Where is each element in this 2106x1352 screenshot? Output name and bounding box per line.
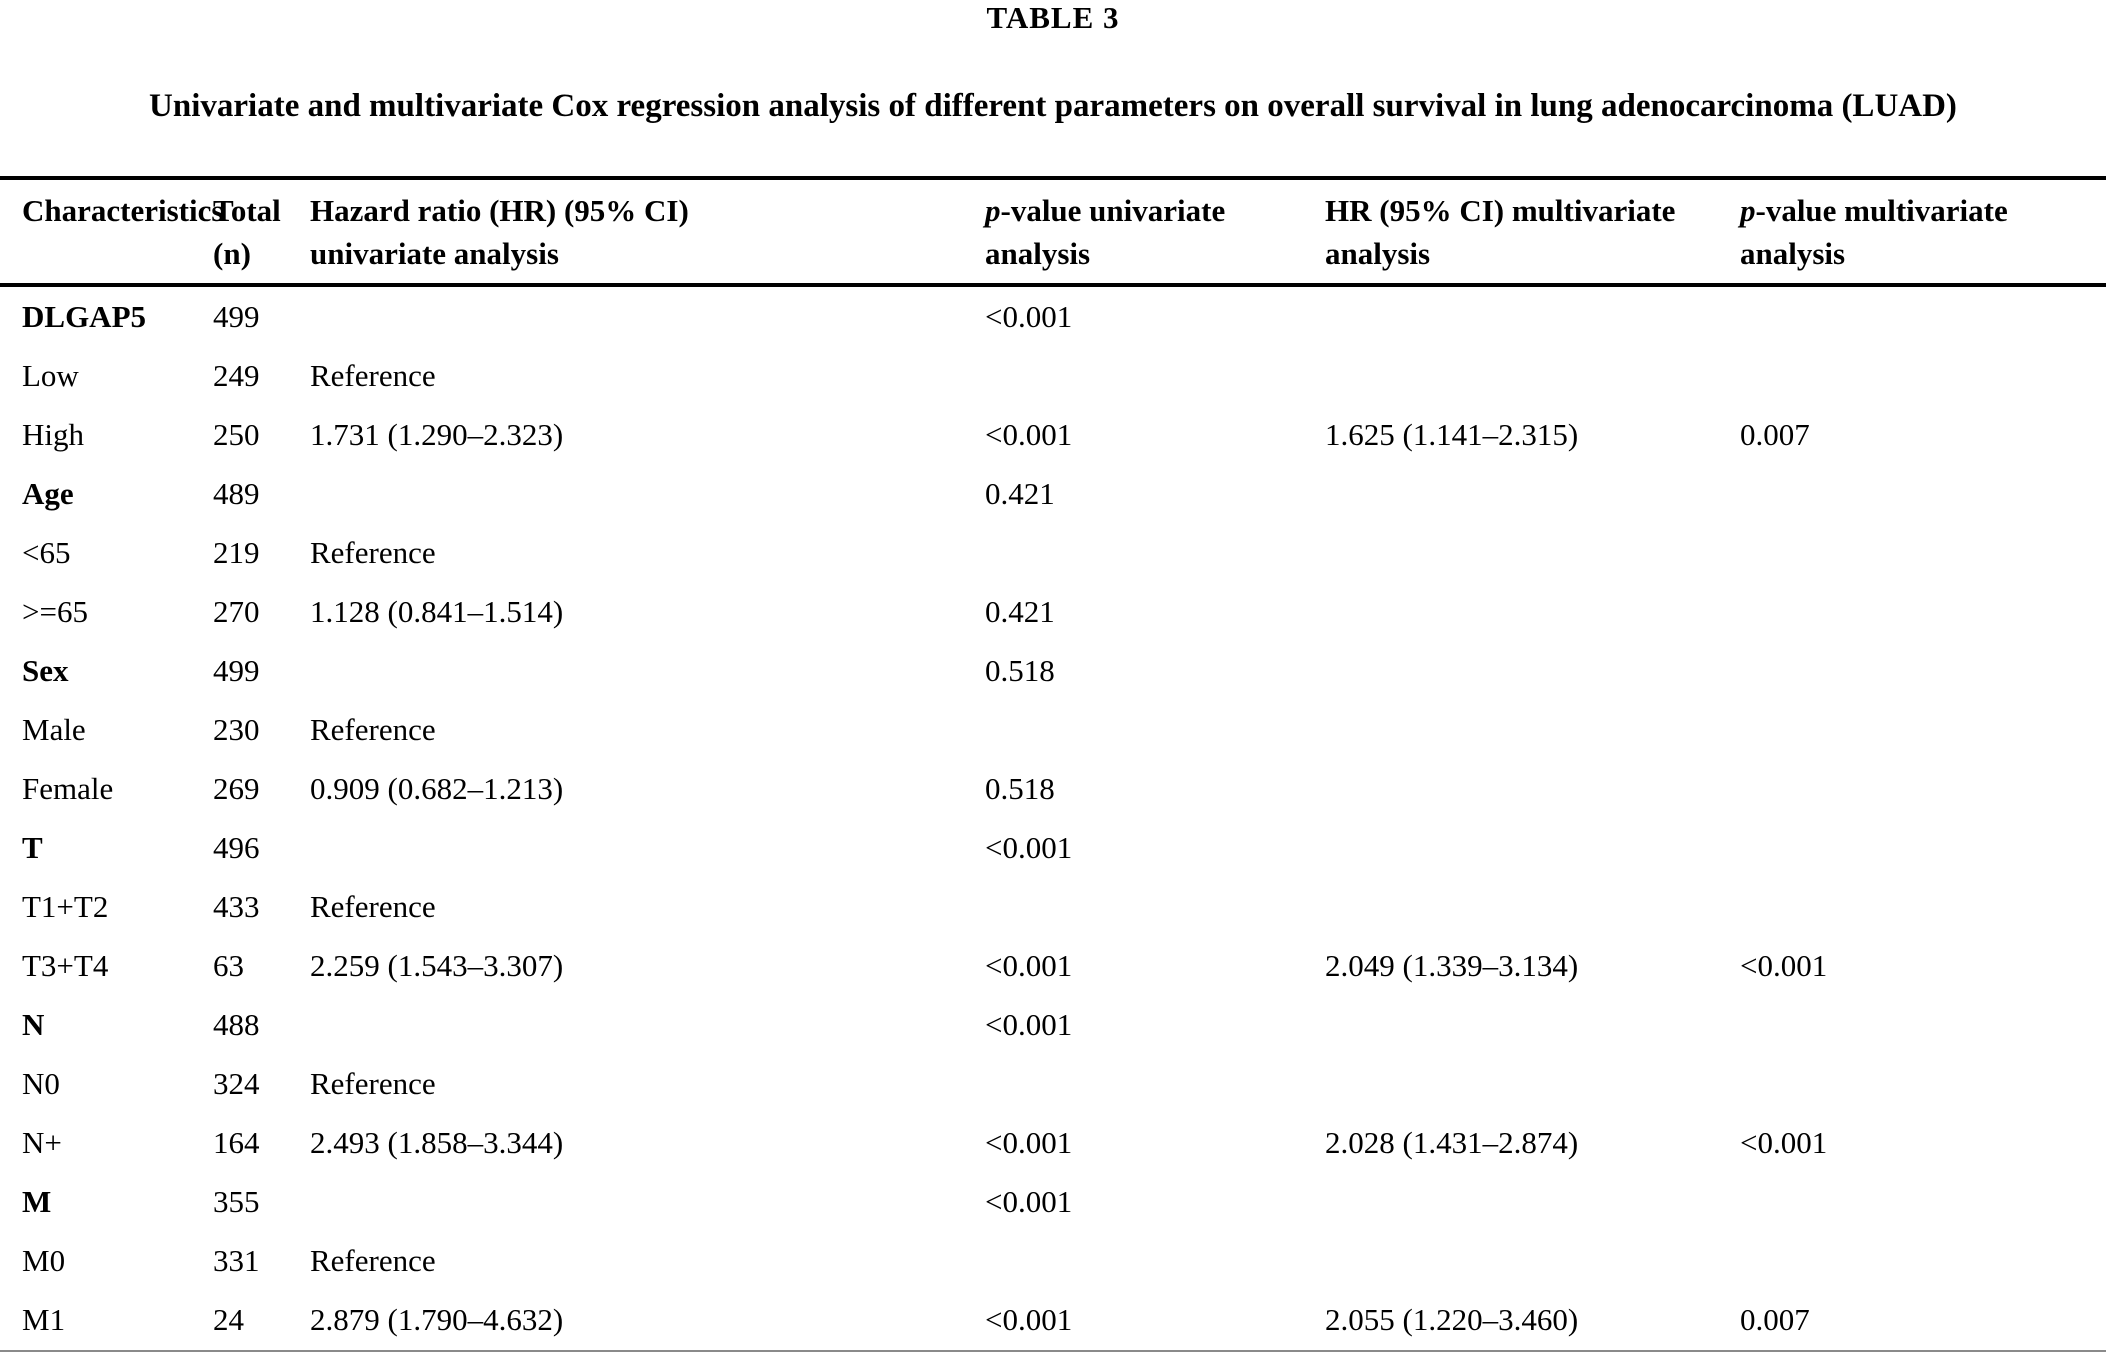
hr-multivariate-cell (1325, 877, 1740, 936)
table-row (0, 936, 2106, 995)
cox-regression-table (0, 176, 2106, 1349)
hr-univariate-cell: Reference (310, 357, 436, 393)
hr-univariate-cell (310, 818, 985, 877)
p-multivariate-cell (1740, 582, 2106, 641)
column-header-total-n: Total (n) (213, 178, 310, 285)
p-univariate-cell: <0.001 (985, 416, 1073, 452)
table-row (0, 523, 2106, 582)
row-label-cell: Female (22, 770, 114, 806)
hr-multivariate-cell (1325, 1172, 1740, 1231)
column-header-p-univariate: p-value univariate analysis (985, 178, 1325, 285)
total-cell: 499 (213, 298, 260, 334)
row-label-cell: N+ (22, 1124, 62, 1160)
p-univariate-cell (985, 1054, 1325, 1113)
column-header-hr-multivariate: HR (95% CI) multivariate analysis (1325, 178, 1740, 285)
hr-multivariate-cell (1325, 346, 1740, 405)
p-univariate-cell (985, 877, 1325, 936)
p-univariate-cell: <0.001 (985, 947, 1073, 983)
table-row (0, 818, 2106, 877)
hr-univariate-cell (310, 464, 985, 523)
hr-univariate-cell: 1.128 (0.841–1.514) (310, 593, 564, 629)
total-cell: 488 (213, 1006, 260, 1042)
row-label-cell: T (22, 829, 43, 865)
row-label-cell: T3+T4 (22, 947, 109, 983)
hr-multivariate-cell: 1.625 (1.141–2.315) (1325, 416, 1579, 452)
p-univariate-cell: 0.421 (985, 593, 1055, 629)
total-cell: 270 (213, 593, 260, 629)
hr-multivariate-cell (1325, 1231, 1740, 1290)
hr-multivariate-cell (1325, 464, 1740, 523)
p-multivariate-cell (1740, 464, 2106, 523)
total-cell: 331 (213, 1242, 260, 1278)
p-univariate-cell: <0.001 (985, 298, 1073, 334)
table-row (0, 877, 2106, 936)
p-univariate-cell (985, 346, 1325, 405)
header-row (0, 178, 2106, 285)
row-label-cell: <65 (22, 534, 71, 570)
table-row (0, 405, 2106, 464)
hr-multivariate-cell (1325, 700, 1740, 759)
row-label-cell: DLGAP5 (22, 298, 146, 334)
hr-univariate-cell: 2.493 (1.858–3.344) (310, 1124, 564, 1160)
hr-univariate-cell (310, 641, 985, 700)
p-univariate-cell: 0.518 (985, 652, 1055, 688)
total-cell: 249 (213, 357, 260, 393)
total-cell: 219 (213, 534, 260, 570)
row-label-cell: N0 (22, 1065, 60, 1101)
hr-univariate-cell: 2.259 (1.543–3.307) (310, 947, 564, 983)
hr-univariate-cell: Reference (310, 888, 436, 924)
table-row (0, 995, 2106, 1054)
p-multivariate-cell (1740, 1231, 2106, 1290)
hr-univariate-cell (310, 1172, 985, 1231)
hr-multivariate-cell (1325, 641, 1740, 700)
column-header-p-multivariate: p-value multivariate analysis (1740, 178, 2106, 285)
table-row (0, 285, 2106, 346)
p-univariate-cell (985, 700, 1325, 759)
hr-univariate-cell: 0.909 (0.682–1.213) (310, 770, 564, 806)
total-cell: 250 (213, 416, 260, 452)
p-univariate-cell: <0.001 (985, 829, 1073, 865)
row-label-cell: >=65 (22, 593, 88, 629)
total-cell: 433 (213, 888, 260, 924)
p-multivariate-cell (1740, 1054, 2106, 1113)
total-cell: 24 (213, 1301, 244, 1337)
p-multivariate-cell: 0.007 (1740, 1301, 1810, 1337)
total-cell: 496 (213, 829, 260, 865)
row-label-cell: T1+T2 (22, 888, 109, 924)
row-label-cell: M (22, 1183, 52, 1219)
p-multivariate-cell (1740, 877, 2106, 936)
hr-multivariate-cell (1325, 818, 1740, 877)
p-multivariate-cell (1740, 346, 2106, 405)
hr-univariate-cell: 1.731 (1.290–2.323) (310, 416, 564, 452)
p-multivariate-cell (1740, 641, 2106, 700)
row-label-cell: Low (22, 357, 79, 393)
row-label-cell: High (22, 416, 84, 452)
hr-univariate-cell: 2.879 (1.790–4.632) (310, 1301, 564, 1337)
p-multivariate-cell (1740, 818, 2106, 877)
hr-multivariate-cell: 2.055 (1.220–3.460) (1325, 1301, 1579, 1337)
table-row (0, 700, 2106, 759)
hr-univariate-cell: Reference (310, 1065, 436, 1101)
p-multivariate-cell (1740, 995, 2106, 1054)
table-container (0, 176, 2106, 1352)
hr-multivariate-cell (1325, 582, 1740, 641)
total-cell: 269 (213, 770, 260, 806)
p-univariate-cell (985, 1231, 1325, 1290)
p-univariate-cell: <0.001 (985, 1124, 1073, 1160)
p-univariate-cell (985, 523, 1325, 582)
p-multivariate-cell (1740, 759, 2106, 818)
total-cell: 164 (213, 1124, 260, 1160)
hr-univariate-cell: Reference (310, 534, 436, 570)
p-univariate-cell: <0.001 (985, 1301, 1073, 1337)
hr-univariate-cell (310, 285, 985, 346)
p-multivariate-cell: <0.001 (1740, 947, 1828, 983)
table-row (0, 759, 2106, 818)
table-caption: Univariate and multivariate Cox regression analysis of different parameters on overall survival in lung adenocarcinoma (LUAD) (149, 88, 1957, 124)
p-univariate-cell: <0.001 (985, 1183, 1073, 1219)
table-row (0, 346, 2106, 405)
p-multivariate-cell (1740, 285, 2106, 346)
total-cell: 355 (213, 1183, 260, 1219)
p-multivariate-cell (1740, 700, 2106, 759)
hr-univariate-cell: Reference (310, 711, 436, 747)
hr-multivariate-cell (1325, 285, 1740, 346)
hr-multivariate-cell: 2.028 (1.431–2.874) (1325, 1124, 1579, 1160)
hr-multivariate-cell (1325, 995, 1740, 1054)
row-label-cell: Age (22, 475, 74, 511)
p-univariate-cell: <0.001 (985, 1006, 1073, 1042)
p-multivariate-cell: <0.001 (1740, 1124, 1828, 1160)
table-row (0, 582, 2106, 641)
hr-multivariate-cell: 2.049 (1.339–3.134) (1325, 947, 1579, 983)
hr-univariate-cell: Reference (310, 1242, 436, 1278)
hr-multivariate-cell (1325, 1054, 1740, 1113)
table-row (0, 1054, 2106, 1113)
table-row (0, 1231, 2106, 1290)
table-row (0, 1172, 2106, 1231)
total-cell: 324 (213, 1065, 260, 1101)
row-label-cell: M0 (22, 1242, 66, 1278)
total-cell: 230 (213, 711, 260, 747)
row-label-cell: M1 (22, 1301, 66, 1337)
column-header-characteristics: Characteristics (0, 178, 213, 285)
total-cell: 489 (213, 475, 260, 511)
table-row (0, 1290, 2106, 1349)
p-multivariate-cell (1740, 1172, 2106, 1231)
row-label-cell: Male (22, 711, 86, 747)
row-label-cell: Sex (22, 652, 69, 688)
p-univariate-cell: 0.421 (985, 475, 1055, 511)
p-multivariate-cell: 0.007 (1740, 416, 1810, 452)
hr-univariate-cell (310, 995, 985, 1054)
p-univariate-cell: 0.518 (985, 770, 1055, 806)
table-row (0, 641, 2106, 700)
column-header-hr-univariate: Hazard ratio (HR) (95% CI) univariate analysis (310, 178, 985, 285)
hr-multivariate-cell (1325, 523, 1740, 582)
table-row (0, 464, 2106, 523)
table-label: TABLE 3 (986, 0, 1120, 35)
table-row (0, 1113, 2106, 1172)
p-multivariate-cell (1740, 523, 2106, 582)
row-label-cell: N (22, 1006, 45, 1042)
total-cell: 63 (213, 947, 244, 983)
total-cell: 499 (213, 652, 260, 688)
hr-multivariate-cell (1325, 759, 1740, 818)
